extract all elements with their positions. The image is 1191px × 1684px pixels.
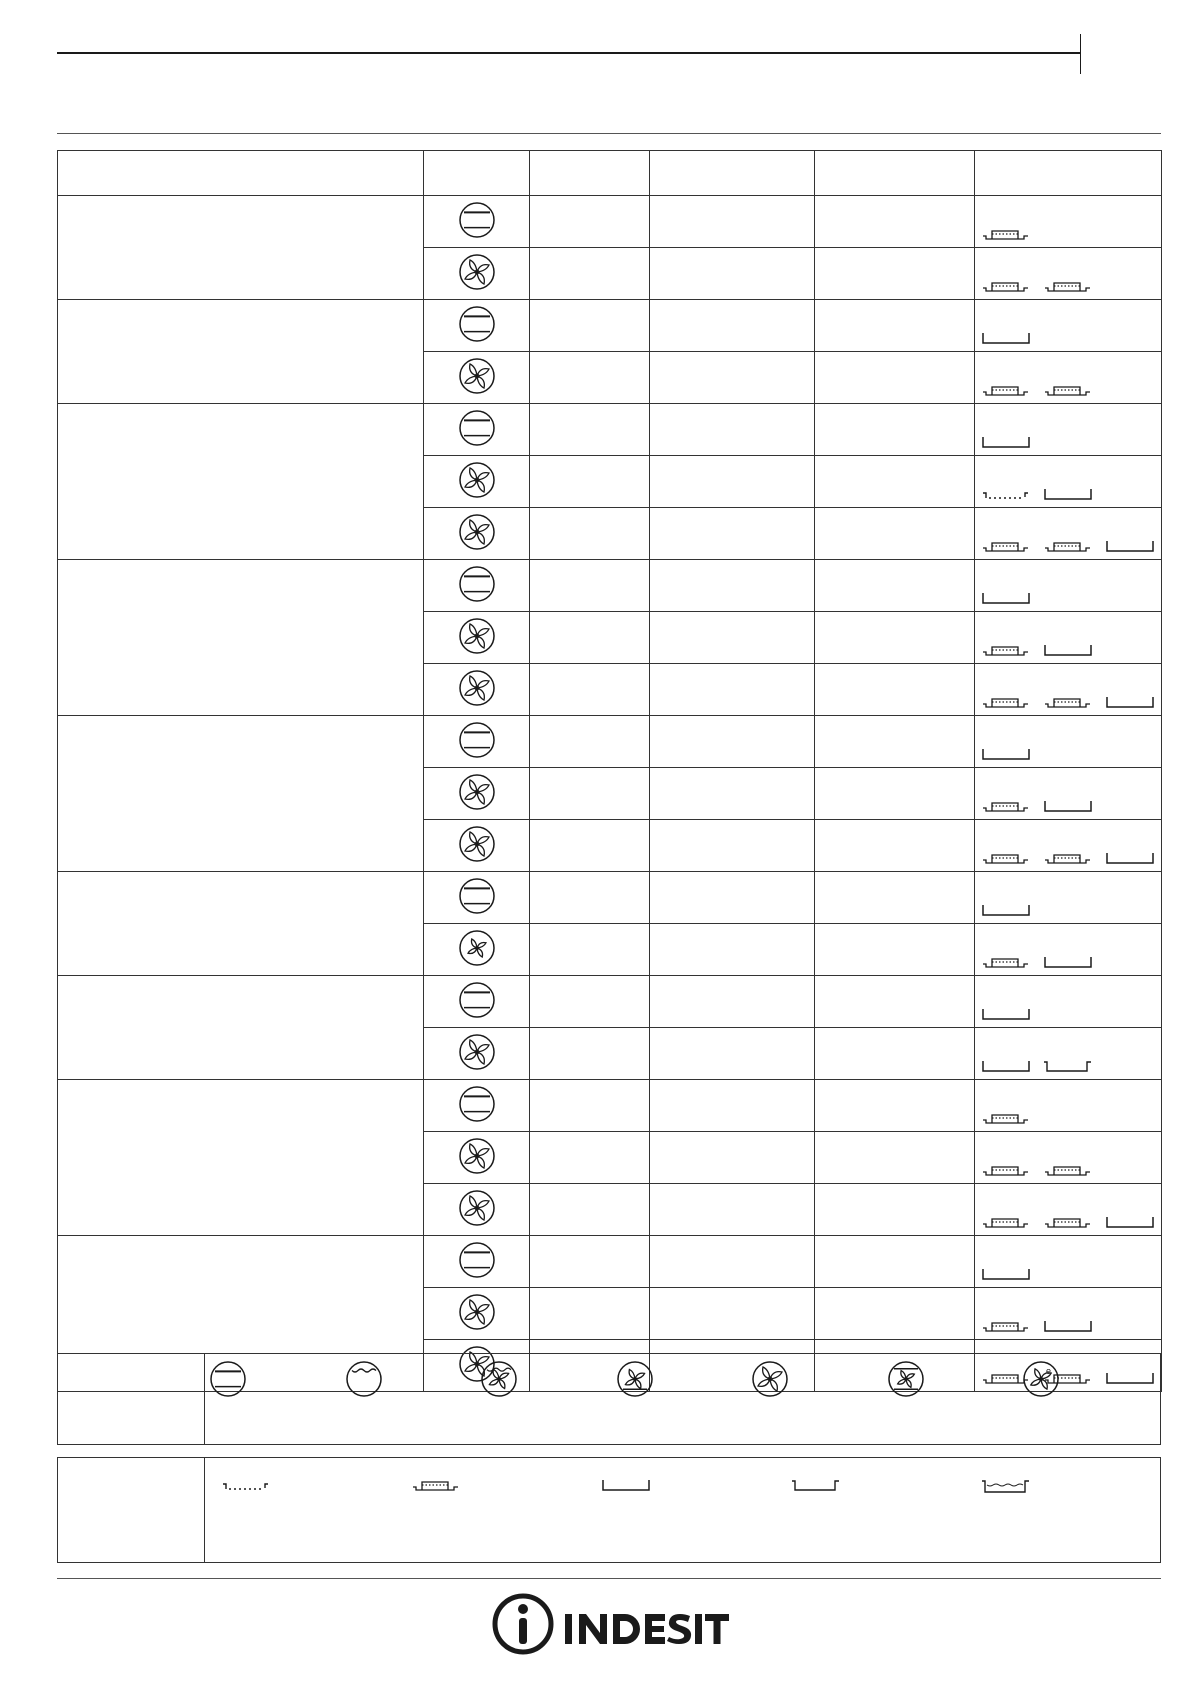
value-cell xyxy=(650,924,815,976)
eco-fan-icon xyxy=(986,1360,1096,1398)
function-cell xyxy=(424,1236,530,1288)
fan-function-icon xyxy=(424,513,529,554)
food-cell xyxy=(58,872,424,976)
accessories-legend xyxy=(57,1457,1161,1563)
baking-tray-icon xyxy=(981,435,1031,452)
function-cell xyxy=(424,456,530,508)
fan-function-icon xyxy=(424,773,529,814)
header-rule xyxy=(57,52,1081,54)
wire-shelf-icon xyxy=(191,1478,301,1492)
baking-tray-icon xyxy=(1105,695,1155,712)
accessories-cell xyxy=(975,404,1162,456)
food-cell xyxy=(58,560,424,716)
wire-shelf-raised-icon xyxy=(981,539,1031,556)
value-cell xyxy=(530,1236,650,1288)
function-cell xyxy=(424,716,530,768)
table-row xyxy=(58,300,1162,352)
function-cell xyxy=(424,248,530,300)
baking-tray-icon xyxy=(1105,1215,1155,1232)
function-cell xyxy=(424,820,530,872)
baking-tray-icon xyxy=(1043,799,1093,816)
value-cell xyxy=(650,456,815,508)
value-cell xyxy=(530,768,650,820)
wire-shelf-raised-icon xyxy=(981,1111,1031,1128)
static-function-icon xyxy=(424,1241,529,1282)
grill-icon xyxy=(309,1360,419,1398)
function-cell xyxy=(424,664,530,716)
function-cell xyxy=(424,1184,530,1236)
static-function-icon xyxy=(424,721,529,762)
value-cell xyxy=(815,924,975,976)
value-cell xyxy=(530,716,650,768)
table-row xyxy=(58,872,1162,924)
accessories-cell xyxy=(975,1028,1162,1080)
value-cell xyxy=(530,248,650,300)
function-cell xyxy=(424,508,530,560)
value-cell xyxy=(530,1184,650,1236)
value-cell xyxy=(650,1236,815,1288)
table-row xyxy=(58,976,1162,1028)
indesit-logo-icon xyxy=(491,1592,731,1656)
value-cell xyxy=(650,300,815,352)
value-cell xyxy=(815,716,975,768)
food-cell xyxy=(58,1080,424,1236)
value-cell xyxy=(530,976,650,1028)
table-row xyxy=(58,196,1162,248)
baking-tray-icon xyxy=(1043,643,1093,660)
value-cell xyxy=(815,820,975,872)
value-cell xyxy=(530,820,650,872)
baking-tray-icon xyxy=(981,1267,1031,1284)
baking-tray-icon xyxy=(981,1059,1031,1076)
function-cell xyxy=(424,1132,530,1184)
wire-shelf-raised-icon xyxy=(981,955,1031,972)
wire-shelf-raised-icon xyxy=(981,799,1031,816)
value-cell xyxy=(650,196,815,248)
accessories-cell xyxy=(975,1236,1162,1288)
value-cell xyxy=(650,1132,815,1184)
value-cell xyxy=(650,352,815,404)
value-cell xyxy=(530,872,650,924)
fan-function-icon xyxy=(424,1293,529,1334)
value-cell xyxy=(815,1288,975,1340)
function-cell xyxy=(424,1288,530,1340)
accessories-cell xyxy=(975,352,1162,404)
cooking-table xyxy=(57,150,1162,1392)
baking-tray-icon xyxy=(981,331,1031,348)
function-cell xyxy=(424,1080,530,1132)
accessories-cell xyxy=(975,924,1162,976)
column-header xyxy=(975,151,1162,196)
value-cell xyxy=(650,976,815,1028)
accessories-cell xyxy=(975,872,1162,924)
table-row xyxy=(58,716,1162,768)
wire-shelf-raised-icon xyxy=(1043,1163,1093,1180)
function-cell xyxy=(424,976,530,1028)
wire-shelf-raised-icon xyxy=(981,695,1031,712)
wire-shelf-raised-icon xyxy=(1043,695,1093,712)
fan-function-icon xyxy=(424,825,529,866)
fan-top-bottom-icon xyxy=(851,1360,961,1398)
wire-shelf-raised-icon xyxy=(981,227,1031,244)
accessories-cell xyxy=(975,300,1162,352)
baking-tray-icon xyxy=(1043,487,1093,504)
table-row xyxy=(58,560,1162,612)
value-cell xyxy=(650,560,815,612)
value-cell xyxy=(815,196,975,248)
fan-function-icon xyxy=(424,461,529,502)
function-cell xyxy=(424,196,530,248)
section-rule xyxy=(57,133,1161,134)
static-function-icon xyxy=(424,201,529,242)
accessories-cell xyxy=(975,560,1162,612)
table-row xyxy=(58,1080,1162,1132)
svg-text:e: e xyxy=(1046,1366,1052,1376)
food-cell xyxy=(58,716,424,872)
baking-tray-icon xyxy=(1105,539,1155,556)
value-cell xyxy=(650,1080,815,1132)
function-cell xyxy=(424,560,530,612)
function-cell xyxy=(424,612,530,664)
accessories-cell xyxy=(975,508,1162,560)
wire-shelf-raised-icon xyxy=(1043,1215,1093,1232)
fan-function-icon xyxy=(424,1189,529,1230)
value-cell xyxy=(530,1080,650,1132)
value-cell xyxy=(530,456,650,508)
value-cell xyxy=(815,404,975,456)
value-cell xyxy=(530,612,650,664)
food-cell xyxy=(58,196,424,300)
accessories-cell xyxy=(975,1184,1162,1236)
wire-shelf-raised-icon xyxy=(981,279,1031,296)
value-cell xyxy=(815,872,975,924)
value-cell xyxy=(815,508,975,560)
value-cell xyxy=(650,768,815,820)
function-cell xyxy=(424,768,530,820)
baking-tray-icon xyxy=(1043,955,1093,972)
value-cell xyxy=(530,196,650,248)
wire-shelf-raised-icon xyxy=(981,1215,1031,1232)
wire-shelf-raised-icon xyxy=(981,1163,1031,1180)
food-cell xyxy=(58,300,424,404)
function-cell xyxy=(424,300,530,352)
baking-tray-icon xyxy=(981,903,1031,920)
value-cell xyxy=(650,1184,815,1236)
drip-tray-icon xyxy=(1043,1059,1093,1076)
accessories-legend-label xyxy=(58,1458,205,1562)
wire-shelf-raised-icon xyxy=(981,1319,1031,1336)
fan-function-icon xyxy=(424,357,529,398)
value-cell xyxy=(815,1132,975,1184)
function-cell xyxy=(424,872,530,924)
value-cell xyxy=(530,1028,650,1080)
value-cell xyxy=(815,1184,975,1236)
column-header xyxy=(58,151,424,196)
baking-tray-icon xyxy=(981,747,1031,764)
value-cell xyxy=(650,248,815,300)
accessories-cell xyxy=(975,976,1162,1028)
value-cell xyxy=(650,716,815,768)
accessories-cell xyxy=(975,1132,1162,1184)
accessories-cell xyxy=(975,768,1162,820)
fan-function-icon xyxy=(424,1033,529,1074)
value-cell xyxy=(815,1236,975,1288)
table-header-row xyxy=(58,151,1162,196)
baking-tray-icon xyxy=(1043,1319,1093,1336)
accessories-cell xyxy=(975,456,1162,508)
value-cell xyxy=(530,560,650,612)
wire-shelf-icon xyxy=(981,487,1031,504)
value-cell xyxy=(650,612,815,664)
column-header xyxy=(650,151,815,196)
wire-shelf-raised-icon xyxy=(1043,383,1093,400)
baking-tray-icon xyxy=(981,591,1031,608)
value-cell xyxy=(650,508,815,560)
drip-tray-icon xyxy=(761,1478,871,1492)
function-cell xyxy=(424,1028,530,1080)
value-cell xyxy=(815,456,975,508)
footer-rule xyxy=(57,1578,1161,1579)
table-row xyxy=(58,404,1162,456)
fan-function-icon xyxy=(424,617,529,658)
wire-shelf-raised-icon xyxy=(981,851,1031,868)
wire-shelf-raised-icon xyxy=(981,643,1031,660)
value-cell xyxy=(650,820,815,872)
value-cell xyxy=(815,248,975,300)
accessories-cell xyxy=(975,1288,1162,1340)
static-function-icon xyxy=(424,981,529,1022)
fan-function-icon xyxy=(424,1137,529,1178)
value-cell xyxy=(815,352,975,404)
baking-tray-icon xyxy=(571,1478,681,1492)
food-cell xyxy=(58,404,424,560)
accessories-cell xyxy=(975,664,1162,716)
fan-function-icon xyxy=(424,929,529,970)
functions-legend xyxy=(57,1353,1161,1445)
value-cell xyxy=(650,664,815,716)
value-cell xyxy=(530,1132,650,1184)
value-cell xyxy=(815,1080,975,1132)
column-header xyxy=(815,151,975,196)
static-function-icon xyxy=(424,877,529,918)
value-cell xyxy=(815,300,975,352)
static-icon xyxy=(173,1360,283,1398)
accessories-cell xyxy=(975,248,1162,300)
function-cell xyxy=(424,404,530,456)
wire-shelf-raised-icon xyxy=(1043,539,1093,556)
fan-function-icon xyxy=(424,253,529,294)
turbo-grill-icon xyxy=(444,1360,554,1398)
value-cell xyxy=(650,404,815,456)
food-cell xyxy=(58,976,424,1080)
accessories-cell xyxy=(975,820,1162,872)
fan-function-icon xyxy=(424,669,529,710)
value-cell xyxy=(530,664,650,716)
accessories-cell xyxy=(975,716,1162,768)
value-cell xyxy=(650,872,815,924)
value-cell xyxy=(815,976,975,1028)
function-cell xyxy=(424,352,530,404)
column-header xyxy=(530,151,650,196)
value-cell xyxy=(815,560,975,612)
function-cell xyxy=(424,924,530,976)
value-cell xyxy=(530,1288,650,1340)
value-cell xyxy=(815,612,975,664)
value-cell xyxy=(530,404,650,456)
value-cell xyxy=(815,1028,975,1080)
static-function-icon xyxy=(424,1085,529,1126)
wire-shelf-raised-icon xyxy=(981,383,1031,400)
fan-bottom-icon xyxy=(580,1360,690,1398)
column-header xyxy=(424,151,530,196)
baking-tray-icon xyxy=(981,1007,1031,1024)
accessories-cell xyxy=(975,612,1162,664)
value-cell xyxy=(650,1028,815,1080)
accessories-cell xyxy=(975,1080,1162,1132)
baking-tray-icon xyxy=(1105,851,1155,868)
wire-shelf-raised-icon xyxy=(1043,279,1093,296)
value-cell xyxy=(530,300,650,352)
drip-tray-water-icon xyxy=(951,1478,1061,1494)
value-cell xyxy=(530,508,650,560)
wire-shelf-raised-icon xyxy=(1043,851,1093,868)
static-function-icon xyxy=(424,565,529,606)
value-cell xyxy=(815,768,975,820)
value-cell xyxy=(530,924,650,976)
accessories-cell xyxy=(975,196,1162,248)
wire-shelf-raised-icon xyxy=(381,1478,491,1492)
static-function-icon xyxy=(424,409,529,450)
header-tick xyxy=(1080,34,1081,74)
table-row xyxy=(58,1236,1162,1288)
value-cell xyxy=(530,352,650,404)
static-function-icon xyxy=(424,305,529,346)
fan-icon xyxy=(715,1360,825,1398)
value-cell xyxy=(650,1288,815,1340)
value-cell xyxy=(815,664,975,716)
